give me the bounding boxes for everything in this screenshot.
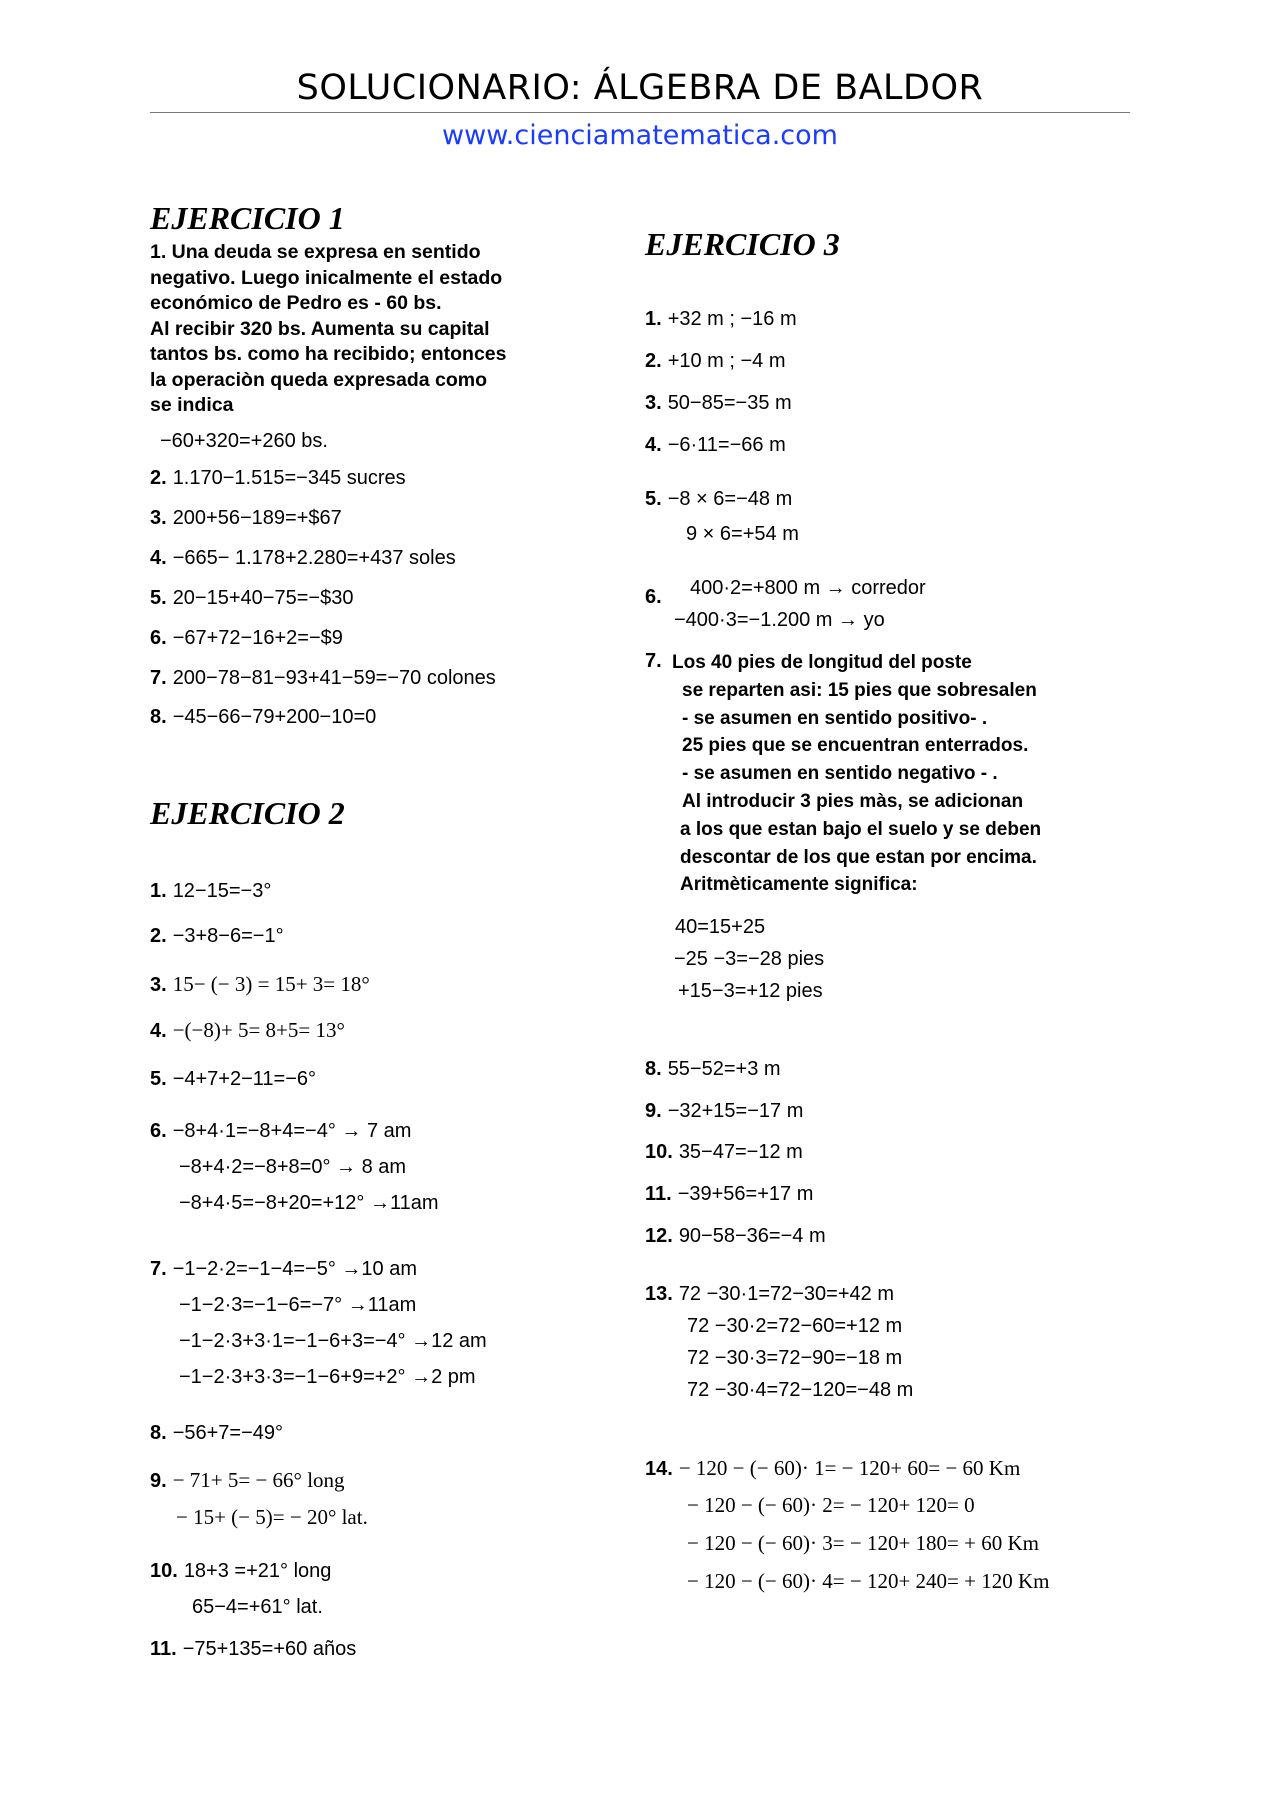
item-expression: −1−2·3+3·3=−1−6+9=+2° →2 pm: [179, 1366, 476, 1388]
para-line: Al introducir 3 pies màs, se adicionan: [682, 790, 1024, 812]
ej3-item: [645, 1058, 781, 1081]
ej3-item: [645, 488, 792, 511]
ej3-item: [645, 1225, 826, 1248]
page-title: SOLUCIONARIO: ÁLGEBRA DE BALDOR: [296, 68, 984, 108]
item-expression: −8+4·2=−8+8=0° → 8 am: [179, 1156, 407, 1178]
item-expression: 200−78−81−93+41−59=−70 colones: [172, 667, 496, 689]
header-divider: [150, 112, 1130, 113]
ejercicio-3-title: EJERCICIO 3: [645, 226, 840, 262]
item-expression: 55−52=+3 m: [667, 1058, 781, 1080]
para-line: a los que estan bajo el suelo y se deben: [680, 818, 1042, 840]
intro-line: negativo. Luego inicalmente el estado: [150, 266, 503, 289]
item-expression: 1.170−1.515=−345 sucres: [172, 467, 406, 489]
intro-line: 1. Una deuda se expresa en sentido: [150, 241, 481, 263]
item-number: 6.: [645, 586, 662, 608]
item-expression: − 71+ 5= − 66° long: [172, 1468, 345, 1492]
item-expression: −6·11=−66 m: [667, 434, 786, 456]
item-number: 12.: [645, 1225, 673, 1247]
item-expression: 12−15=−3°: [172, 880, 272, 902]
item-expression: 72 −30·3=72−90=−18 m: [687, 1347, 903, 1369]
ej2-item: [150, 1068, 316, 1091]
item-expression: −4+7+2−11=−6°: [172, 1068, 317, 1090]
item-expression: 50−85=−35 m: [667, 392, 792, 414]
item-expression: 20−15+40−75=−$30: [172, 587, 354, 609]
item-number: 2.: [150, 925, 167, 947]
ej3-item: [645, 1183, 813, 1206]
item-number: 11.: [645, 1183, 672, 1205]
item-expression: −(−8)+ 5= 8+5= 13°: [172, 1018, 345, 1042]
item-number: 7.: [645, 650, 662, 672]
ej3-item: [645, 350, 786, 373]
item-expression: −25 −3=−28 pies: [674, 948, 825, 970]
item-number: 4.: [645, 434, 662, 456]
item-number: 11.: [150, 1638, 177, 1660]
item-expression: −75+135=+60 años: [182, 1638, 357, 1660]
ej2-item: [150, 1638, 356, 1661]
item-expression: −8+4·1=−8+4=−4° → 7 am: [172, 1120, 412, 1142]
item-number: 6.: [150, 627, 167, 649]
item-expression: −1−2·3+3·1=−1−6+3=−4° →12 am: [179, 1330, 487, 1352]
item-number: 3.: [150, 974, 167, 996]
item-number: 13.: [645, 1283, 673, 1305]
para-line: descontar de los que estan por encima.: [680, 846, 1037, 868]
intro-line: la operaciòn queda expresada como: [150, 368, 488, 391]
item-number: 5.: [645, 488, 662, 510]
ej3-item: [645, 586, 662, 609]
intro-line: se indica: [150, 394, 234, 416]
ejercicio-1-result-1: −60+320=+260 bs.: [160, 430, 328, 452]
item-expression: − 120 − (− 60)· 3= − 120+ 180= + 60 Km: [687, 1531, 1039, 1555]
ej2-item: [150, 1018, 345, 1043]
item-expression: − 120 − (− 60)· 1= − 120+ 60= − 60 Km: [678, 1456, 1021, 1480]
ej1-item: [150, 706, 376, 729]
para-line: Los 40 pies de longitud del poste: [672, 652, 972, 673]
ej1-item: [150, 627, 343, 650]
ej3-item: [645, 1141, 803, 1164]
item-number: 6.: [150, 1120, 167, 1142]
ej2-item: [150, 972, 370, 997]
para-line: se reparten asi: 15 pies que sobresalen: [682, 679, 1037, 701]
item-expression: 65−4=+61° lat.: [192, 1596, 323, 1618]
item-expression: 18+3 =+21° long: [183, 1560, 332, 1582]
item-number: 1.: [150, 880, 167, 902]
ej3-item: [645, 1456, 1020, 1481]
item-number: 7.: [150, 667, 167, 689]
intro-line: tantos bs. como ha recibido; entonces: [150, 343, 507, 365]
item-number: 10.: [150, 1560, 178, 1582]
ej3-item: [645, 1100, 803, 1123]
item-number: 9.: [645, 1100, 662, 1122]
ej1-item: [150, 667, 496, 690]
ej2-item: [150, 1120, 411, 1143]
para-line: 25 pies que se encuentran enterrados.: [682, 735, 1029, 757]
intro-line: Al recibir 320 bs. Aumenta su capital: [150, 317, 490, 340]
website-link[interactable]: www.cienciamatematica.com: [442, 120, 838, 151]
item-number: 1.: [645, 308, 662, 330]
ej1-item: [150, 547, 456, 570]
ej2-item: [150, 1258, 417, 1281]
item-expression: 72 −30·1=72−30=+42 m: [678, 1283, 894, 1305]
item-expression: −1−2·3=−1−6=−7° →11am: [179, 1294, 417, 1316]
item-number: 8.: [150, 1422, 167, 1444]
item-expression: −665− 1.178+2.280=+437 soles: [172, 547, 456, 569]
item-expression: 72 −30·2=72−60=+12 m: [687, 1315, 903, 1337]
item-expression: 72 −30·4=72−120=−48 m: [687, 1379, 914, 1401]
ej2-item: [150, 1560, 331, 1583]
item-expression: +15−3=+12 pies: [678, 980, 823, 1002]
item-expression: 400·2=+800 m → corredor: [690, 577, 926, 599]
ej3-item: [645, 434, 786, 457]
item-expression: −3+8−6=−1°: [172, 925, 284, 947]
ej2-item: [150, 925, 284, 948]
item-number: 5.: [150, 1068, 167, 1090]
item-number: 3.: [645, 392, 662, 414]
ej1-item: [150, 507, 342, 530]
ej3-item: [645, 308, 797, 331]
ej3-item: [645, 1283, 894, 1306]
ej2-item: [150, 880, 271, 903]
para-line: Aritmèticamente significa:: [680, 874, 918, 896]
item-expression: −8 × 6=−48 m: [667, 488, 793, 510]
ejercicio-1-title: EJERCICIO 1: [150, 200, 345, 236]
item-expression: 9 × 6=+54 m: [686, 523, 799, 545]
item-expression: +10 m ; −4 m: [667, 350, 786, 372]
item-expression: −400·3=−1.200 m → yo: [674, 609, 885, 631]
item-expression: −39+56=+17 m: [677, 1183, 814, 1205]
item-expression: −1−2·2=−1−4=−5° →10 am: [172, 1258, 417, 1280]
item-number: 5.: [150, 587, 167, 609]
item-expression: −8+4·5=−8+20=+12° →11am: [179, 1192, 439, 1214]
item-expression: − 120 − (− 60)· 2= − 120+ 120= 0: [687, 1493, 975, 1517]
item-number: 4.: [150, 547, 167, 569]
item-expression: +32 m ; −16 m: [667, 308, 797, 330]
ejercicio-1-intro: [150, 240, 506, 419]
ej1-item: [150, 587, 353, 610]
item-expression: 15− (− 3) = 15+ 3= 18°: [172, 972, 370, 996]
ej1-item: [150, 467, 406, 490]
item-number: 8.: [645, 1058, 662, 1080]
item-expression: − 120 − (− 60)· 4= − 120+ 240= + 120 Km: [687, 1569, 1050, 1593]
item-expression: 35−47=−12 m: [678, 1141, 803, 1163]
item-number: 2.: [150, 467, 167, 489]
item-expression: − 15+ (− 5)= − 20° lat.: [176, 1505, 368, 1529]
item-number: 10.: [645, 1141, 673, 1163]
para-line: - se asumen en sentido positivo- .: [682, 707, 988, 729]
item-number: 8.: [150, 706, 167, 728]
ejercicio-2-title: EJERCICIO 2: [150, 795, 345, 831]
item-expression: −67+72−16+2=−$9: [172, 627, 343, 649]
intro-line: económico de Pedro es - 60 bs.: [150, 292, 442, 314]
item-expression: −45−66−79+200−10=0: [172, 706, 377, 728]
item-expression: 40=15+25: [675, 916, 766, 938]
ejercicio-3-item-7-text: [672, 649, 1041, 899]
item-number: 14.: [645, 1458, 673, 1480]
item-expression: −32+15=−17 m: [667, 1100, 804, 1122]
item-expression: 200+56−189=+$67: [172, 507, 342, 529]
ej2-item: [150, 1468, 345, 1493]
item-expression: −56+7=−49°: [172, 1422, 284, 1444]
item-number: 3.: [150, 507, 167, 529]
item-expression: 90−58−36=−4 m: [678, 1225, 826, 1247]
para-line: - se asumen en sentido negativo - .: [682, 763, 998, 785]
ej3-item: [645, 392, 792, 415]
ej2-item: [150, 1422, 283, 1445]
item-number: 4.: [150, 1020, 167, 1042]
item-number: 9.: [150, 1470, 167, 1492]
ej3-item: [645, 650, 662, 673]
item-number: 2.: [645, 350, 662, 372]
item-number: 7.: [150, 1258, 167, 1280]
